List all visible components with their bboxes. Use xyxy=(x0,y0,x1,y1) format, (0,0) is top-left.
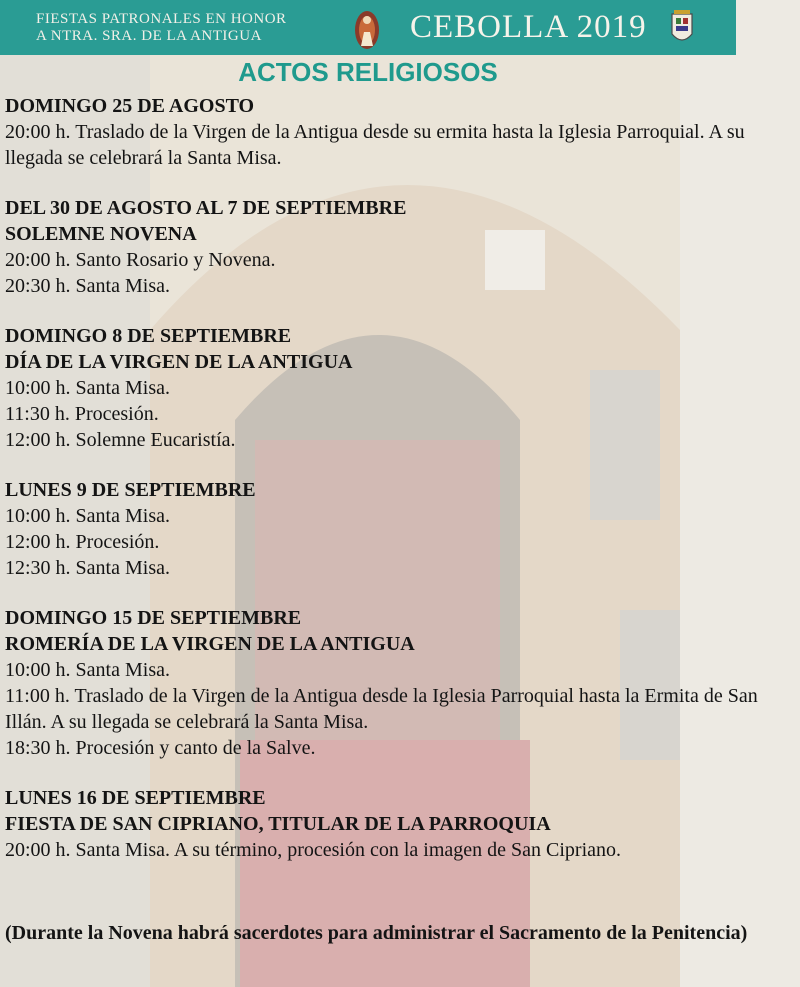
event-block xyxy=(5,323,795,453)
event-block xyxy=(5,93,795,171)
coat-of-arms-icon xyxy=(669,8,695,48)
event-block xyxy=(5,785,795,863)
event-block xyxy=(5,477,795,581)
banner-subtitle-line-2: A NTRA. SRA. DE LA ANTIGUA xyxy=(36,27,262,44)
event-time-line: 10:00 h. Santa Misa. xyxy=(5,377,170,399)
event-time-line: 11:30 h. Procesión. xyxy=(5,403,159,425)
event-heading: DEL 30 DE AGOSTO AL 7 DE SEPTIEMBRE xyxy=(5,197,407,219)
event-heading: LUNES 9 DE SEPTIEMBRE xyxy=(5,479,256,501)
event-time-line: 20:00 h. Santo Rosario y Novena. xyxy=(5,249,276,271)
header-banner xyxy=(0,0,736,55)
event-time-line: 12:00 h. Solemne Eucaristía. xyxy=(5,429,236,451)
event-heading: DOMINGO 25 DE AGOSTO xyxy=(5,95,255,117)
novena-note: (Durante la Novena habrá sacerdotes para administrar el Sacramento de la Penitencia) xyxy=(5,922,748,944)
event-time-line: 18:30 h. Procesión y canto de la Salve. xyxy=(5,737,316,759)
event-time-line: 12:00 h. Procesión. xyxy=(5,531,160,553)
event-block xyxy=(5,605,795,761)
event-time-line: 10:00 h. Santa Misa. xyxy=(5,505,170,527)
banner-title: CEBOLLA 2019 xyxy=(410,9,647,45)
event-time-line: 20:00 h. Traslado de la Virgen de la Antigua desde su ermita hasta la Iglesia Parroquial. A su llegada se celebrará la Santa Misa. xyxy=(5,121,745,169)
event-heading: LUNES 16 DE SEPTIEMBRE xyxy=(5,787,266,809)
banner-subtitle-line-1: FIESTAS PATRONALES EN HONOR xyxy=(36,10,287,27)
events-list xyxy=(5,93,795,887)
event-heading: DOMINGO 8 DE SEPTIEMBRE xyxy=(5,325,292,347)
event-heading: DOMINGO 15 DE SEPTIEMBRE xyxy=(5,607,302,629)
event-time-line: 20:30 h. Santa Misa. xyxy=(5,275,170,297)
event-time-line: 12:30 h. Santa Misa. xyxy=(5,557,170,579)
event-block xyxy=(5,195,795,299)
event-time-line: 20:00 h. Santa Misa. A su término, procesión con la imagen de San Cipriano. xyxy=(5,839,622,861)
event-heading: FIESTA DE SAN CIPRIANO, TITULAR DE LA PARROQUIA xyxy=(5,813,551,835)
event-heading: ROMERÍA DE LA VIRGEN DE LA ANTIGUA xyxy=(5,633,415,655)
event-time-line: 10:00 h. Santa Misa. xyxy=(5,659,170,681)
virgin-image-icon xyxy=(354,6,380,50)
banner-subtitle xyxy=(36,11,336,45)
event-time-line: 11:00 h. Traslado de la Virgen de la Antigua desde la Iglesia Parroquial hasta la Ermita de San Illán. A su llegada se celebrará la Santa Misa. xyxy=(5,685,758,733)
event-heading: DÍA DE LA VIRGEN DE LA ANTIGUA xyxy=(5,351,353,373)
section-title: ACTOS RELIGIOSOS xyxy=(238,57,498,87)
event-heading: SOLEMNE NOVENA xyxy=(5,223,197,245)
